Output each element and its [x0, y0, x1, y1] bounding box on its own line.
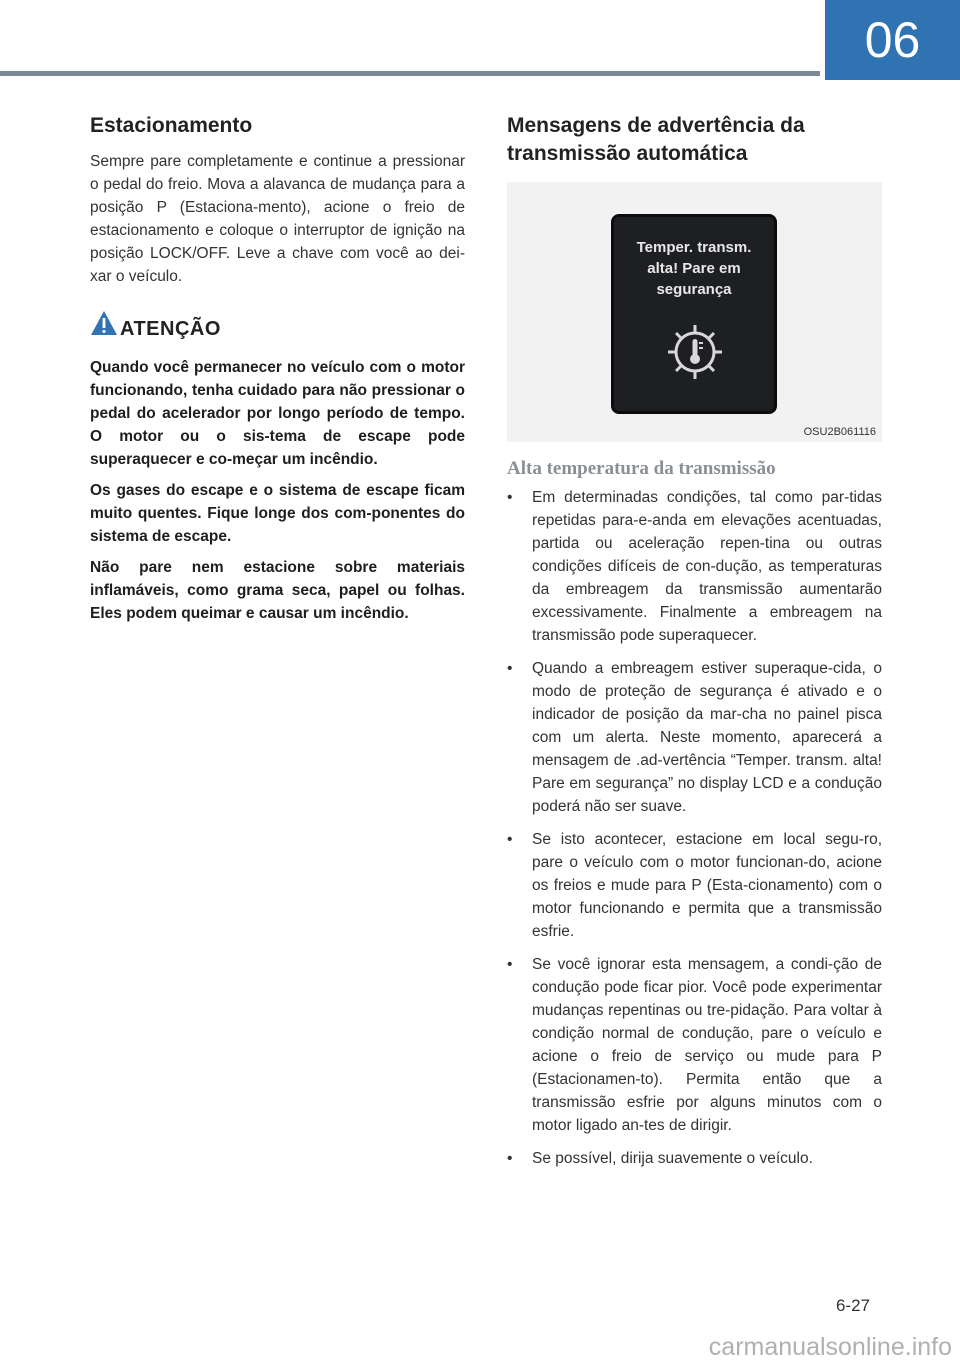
page-number: 6-27	[835, 1296, 870, 1315]
section-title-parking: Estacionamento	[90, 114, 253, 137]
warning-header	[90, 310, 465, 348]
list-item-text: Se você ignorar esta mensagem, a condi-ção de condução pode ficar pior. Você pode experimentar mudanças repentinas ou tre-pidação. Para voltar à condição normal de condução, pare o veículo e acione o freio de serviço ou mude para P (Estacionamen-to). Permita então que a transmissão esfrie por alguns minutos com o motor ligado an-tes de dirigir.	[532, 956, 882, 1134]
list-item	[507, 1147, 882, 1170]
list-item	[507, 657, 882, 818]
list-item-text: Se isto acontecer, estacione em local segu-ro, pare o veículo com o motor funcionan-do, acione os freios e mude para P (Esta-cionamento) com o motor funcionando e permita que a transmissão esfrie.	[532, 831, 882, 940]
bullet-list	[507, 486, 882, 1170]
bullet-icon: •	[507, 956, 513, 973]
left-column	[90, 112, 465, 625]
transmission-temperature-icon	[664, 321, 726, 383]
figure-code: OSU2B061116	[803, 426, 876, 438]
list-item-text: Em determinadas condições, tal como par-tidas repetidas para-e-anda em elevações acentuadas, partida ou aceleração repen-tina ou outras condições difíceis de con-dução, as temperaturas da embreagem da transmissão aumentarão excessivamente. Finalmente a embreagem na transmissão pode superaquecer.	[532, 489, 882, 644]
warning-title: ATENÇÃO	[120, 318, 221, 340]
list-item	[507, 953, 882, 1137]
header-rule	[0, 71, 820, 76]
warning-paragraph: Não pare nem estacione sobre materiais inflamáveis, como grama seca, papel ou folhas. Eles podem queimar e causar um incêndio.	[90, 559, 465, 622]
warning-paragraph: Os gases do escape e o sistema de escape ficam muito quentes. Fique longe dos com-ponentes do sistema de escape.	[90, 482, 465, 545]
bullet-icon: •	[507, 831, 513, 848]
bullet-icon: •	[507, 489, 513, 506]
right-column	[507, 112, 882, 1180]
subsection-title: Alta temperatura da transmissão	[507, 458, 776, 479]
section-title-transmission-warnings: Mensagens de advertência da transmissão automática	[507, 114, 805, 165]
watermark: carmanualsonline.info	[708, 1333, 952, 1361]
bullet-icon: •	[507, 1150, 513, 1167]
lcd-figure	[507, 182, 882, 442]
list-item	[507, 828, 882, 943]
warning-paragraph: Quando você permanecer no veículo com o motor funcionando, tenha cuidado para não pressionar o pedal do acelerador por longo período de tempo. O motor ou o sis-tema de escape pode superaquecer e co-meçar um incêndio.	[90, 359, 465, 468]
chapter-tab: 06	[825, 0, 960, 80]
list-item-text: Quando a embreagem estiver superaque-cida, o modo de proteção de segurança é ativado e o indicador de posição da mar-cha no painel pisca com um alerta. Neste momento, aparecerá a mensagem de .ad-vertência “Temper. transm. alta! Pare em segurança” no display LCD e a condução poderá não ser suave.	[532, 660, 882, 815]
bullet-icon: •	[507, 660, 513, 677]
parking-paragraph: Sempre pare completamente e continue a pressionar o pedal do freio. Mova a alavanca de mudança para a posição P (Estaciona-mento), acione o freio de estacionamento e coloque o interruptor de ignição na posição LOCK/OFF. Leve a chave com você ao dei-xar o veículo.	[90, 153, 465, 285]
lcd-display	[611, 214, 777, 414]
warning-triangle-icon	[90, 310, 118, 336]
lcd-message: Temper. transm. alta! Pare em segurança	[636, 239, 752, 298]
list-item	[507, 486, 882, 647]
list-item-text: Se possível, dirija suavemente o veículo.	[532, 1150, 813, 1167]
